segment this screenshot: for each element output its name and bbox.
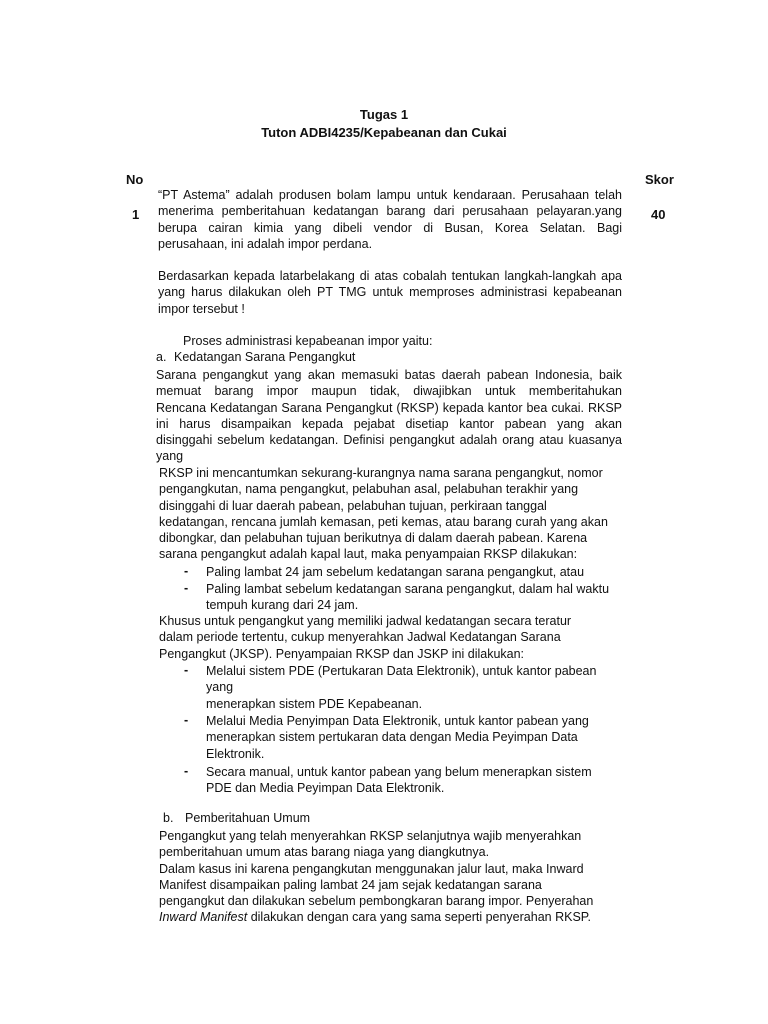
paragraph-line: Dalam kasus ini karena pengangkutan menggunakan jalur laut, maka Inward	[159, 861, 584, 876]
bullet-line: menerapkan sistem PDE Kepabeanan.	[206, 696, 423, 711]
case-line: berupa cairan kimia yang dibeli vendor di Busan, Korea Selatan. Bagi	[158, 220, 622, 235]
bullet-line: Elektronik.	[206, 746, 265, 761]
bullet-line: menerapkan sistem pertukaran data dengan Media Peyimpan Data	[206, 730, 578, 745]
section-a-paragraph-3	[159, 613, 624, 662]
paragraph-line: disinggahi sebelum kedatangan. Definisi pengangkut adalah orang atau kuasanya	[156, 433, 622, 448]
bullet-item	[206, 764, 626, 797]
document-subtitle: Tuton ADBI4235/Kepabeanan dan Cukai	[261, 125, 507, 140]
paragraph-line: pengangkutan, nama pengangkut, pelabuhan asal, pelabuhan terakhir yang	[159, 482, 579, 497]
question-line: Berdasarkan kepada latarbelakang di atas cobalah tentukan langkah-langkah apa	[158, 269, 622, 283]
row-number: 1	[132, 207, 140, 222]
case-line: “PT Astema” adalah produsen bolam lampu untuk kendaraan. Perusahaan telah	[158, 188, 622, 202]
bullet-item	[206, 713, 626, 762]
bullet-dash: -	[184, 764, 189, 778]
paragraph-line: Pengangkut yang telah menyerahkan RKSP selanjutnya wajib menyerahkan	[159, 829, 582, 843]
paragraph-line: pengangkut dan dilakukan sebelum pembongkaran barang impor. Penyerahan	[159, 894, 594, 909]
bullet-dash: -	[184, 581, 189, 595]
bullet-item	[206, 581, 626, 614]
bullet-line: Paling lambat 24 jam sebelum kedatangan sarana pengangkut, atau	[206, 565, 585, 579]
case-line: menerima pemberitahuan kedatangan barang dari perusahaan pelayaran.yang	[158, 204, 622, 219]
paragraph-line: ini harus disampaikan kepada pejabat disetiap kantor pabean yang akan	[156, 416, 622, 431]
bullet-line: Paling lambat sebelum kedatangan sarana pengangkut, dalam hal waktu	[206, 582, 610, 596]
document-title: Tugas 1	[359, 107, 409, 122]
bullet-dash: -	[184, 713, 189, 727]
column-header-no: No	[126, 172, 144, 187]
bullet-line: Melalui sistem PDE (Pertukaran Data Elektronik), untuk kantor pabean	[206, 664, 597, 678]
bullet-dash: -	[184, 663, 189, 677]
bullet-item	[206, 663, 626, 712]
section-a-title: Kedatangan Sarana Pengangkut	[174, 350, 356, 364]
paragraph-line: dibongkar, dan pelabuhan tujuan berikutnya di dalam daerah pabean. Karena	[159, 531, 588, 546]
bullet-item	[206, 564, 626, 580]
paragraph-line: kedatangan, rencana jumlah kemasan, peti kemas, atau barang curah yang akan	[159, 514, 608, 529]
bullet-line: tempuh kurang dari 24 jam.	[206, 598, 359, 613]
paragraph-line: yang	[156, 449, 184, 464]
case-description	[158, 187, 622, 252]
case-line: perusahaan, ini adalah impor perdana.	[158, 236, 373, 251]
last-line-rest: dilakukan dengan cara yang sama seperti penyerahan RKSP.	[247, 910, 591, 925]
answer-intro: Proses administrasi kepabeanan impor yaitu:	[183, 334, 433, 348]
paragraph-line: memuat barang impor maupun tidak, diwajibkan untuk memberitahukan	[156, 384, 622, 399]
bullet-dash: -	[184, 564, 189, 578]
paragraph-line: sarana pengangkut adalah kapal laut, maka penyampaian RKSP dilakukan:	[159, 547, 578, 562]
inward-manifest-italic: Inward Manifest	[159, 910, 248, 925]
column-header-skor: Skor	[645, 172, 674, 187]
question-line: yang harus dilakukan oleh PT TMG untuk memproses administrasi kepabeanan	[158, 285, 622, 300]
section-a-paragraph-1	[156, 367, 622, 465]
paragraph-line: Pengangkut (JKSP). Penyampaian RKSP dan JSKP ini dilakukan:	[159, 646, 525, 661]
row-score: 40	[651, 207, 666, 222]
question-line: impor tersebut !	[158, 301, 245, 316]
paragraph-line: Manifest disampaikan paling lambat 24 jam sejak kedatangan sarana	[159, 877, 542, 892]
section-b-paragraph	[159, 828, 624, 926]
paragraph-line-last	[159, 909, 624, 925]
section-a-marker: a.	[156, 350, 167, 364]
bullet-line: yang	[206, 680, 234, 695]
bullet-line: PDE dan Media Peyimpan Data Elektronik.	[206, 781, 445, 796]
paragraph-line: Sarana pengangkut yang akan memasuki batas daerah pabean Indonesia, baik	[156, 368, 622, 382]
paragraph-line: RKSP ini mencantumkan sekurang-kurangnya nama sarana pengangkut, nomor	[159, 466, 603, 480]
paragraph-line: Khusus untuk pengangkut yang memiliki jadwal kedatangan secara teratur	[159, 614, 572, 628]
section-b-title: Pemberitahuan Umum	[185, 811, 311, 825]
bullet-line: Melalui Media Penyimpan Data Elektronik, untuk kantor pabean yang	[206, 714, 589, 728]
paragraph-line: dalam periode tertentu, cukup menyerahkan Jadwal Kedatangan Sarana	[159, 630, 561, 645]
section-b-marker: b.	[163, 811, 174, 825]
paragraph-line: disinggahi di luar daerah pabean, pelabuhan tujuan, perkiraan tanggal	[159, 498, 547, 513]
question	[158, 268, 622, 317]
section-a-paragraph-2	[159, 465, 624, 563]
paragraph-line: Rencana Kedatangan Sarana Pengangkut (RKSP) kepada kantor bea cukai. RKSP	[156, 400, 622, 415]
paragraph-line: pemberitahuan umum atas barang niaga yang diangkutnya.	[159, 845, 490, 860]
bullet-line: Secara manual, untuk kantor pabean yang belum menerapkan sistem	[206, 765, 592, 779]
